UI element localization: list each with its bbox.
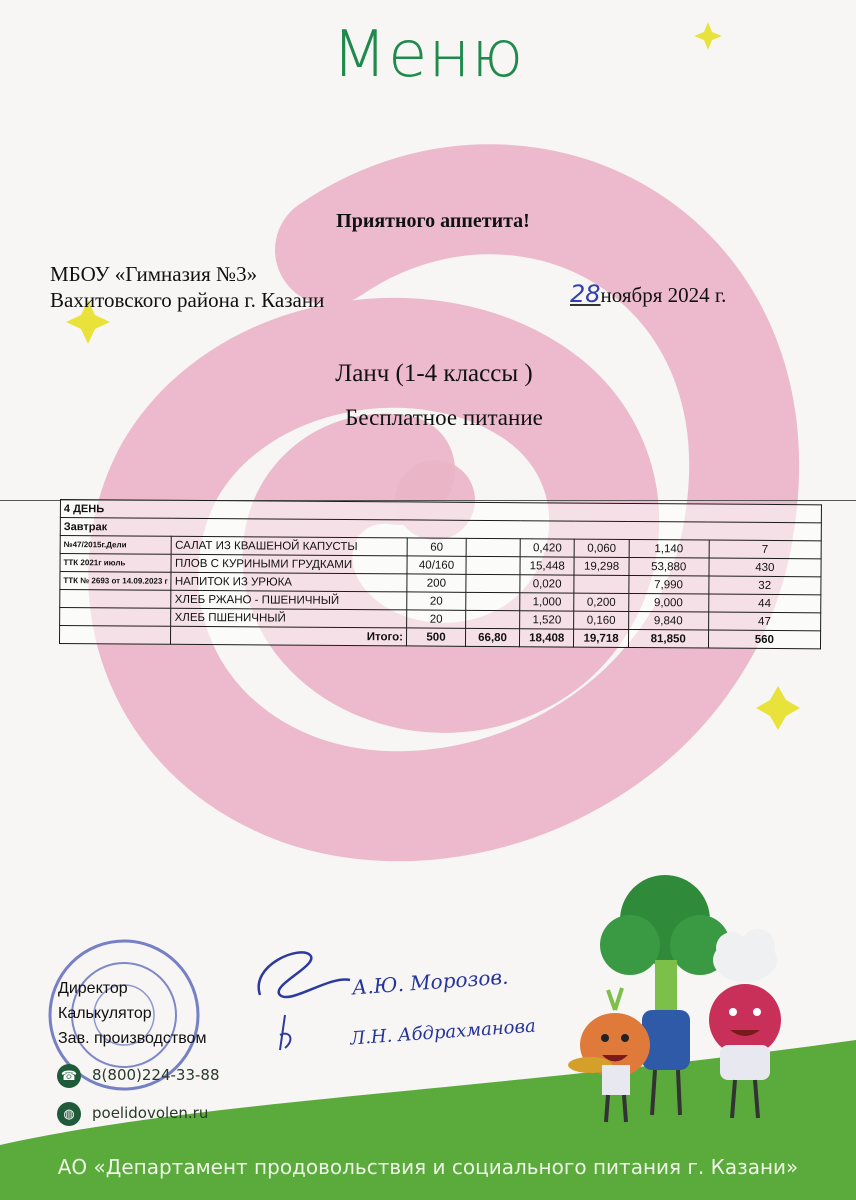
cell-kcal: 7 [709, 540, 821, 559]
cell-kcal: 32 [708, 576, 820, 595]
total-price: 66,80 [466, 628, 520, 646]
total-label: Итого: [171, 626, 407, 646]
website-link: poelidovolen.ru [92, 1104, 209, 1122]
cell-name: ПЛОВ С КУРИНЫМИ ГРУДКАМИ [171, 554, 407, 574]
date-month-year: ноября 2024 г. [600, 283, 727, 307]
role-calculator: Калькулятор [58, 1005, 152, 1022]
cell-code [60, 590, 172, 609]
total-kcal: 560 [708, 630, 820, 649]
cell-price [466, 556, 520, 574]
globe-icon: ◍ [57, 1102, 81, 1126]
cell-portion: 200 [407, 574, 466, 592]
total-v1: 18,408 [520, 629, 574, 647]
cell-code [60, 608, 172, 627]
cell-kcal: 47 [708, 612, 820, 631]
total-v2: 19,718 [574, 629, 628, 647]
director-signature: А.Ю. Морозов. [351, 964, 510, 1000]
cell-portion: 20 [407, 592, 466, 610]
cell-kcal: 44 [708, 594, 820, 613]
cell-price [466, 538, 520, 556]
cell-portion: 60 [407, 538, 466, 556]
page-title: Меню [331, 18, 525, 92]
menu-table [59, 499, 822, 649]
cell-name: ХЛЕБ ПШЕНИЧНЫЙ [171, 608, 407, 628]
free-meal-subtitle: Бесплатное питание [345, 405, 543, 430]
day-label: 4 ДЕНЬ [60, 500, 821, 523]
school-district: Вахитовского района г. Казани [50, 288, 325, 312]
cell-name: НАПИТОК ИЗ УРЮКА [171, 572, 407, 592]
total-portion: 500 [406, 628, 465, 646]
total-v3: 81,850 [628, 629, 708, 648]
cell-code: ТТК 2021г июль [60, 554, 172, 573]
school-name: МБОУ «Гимназия №3» [50, 262, 258, 286]
cell-name: САЛАТ ИЗ КВАШЕНОЙ КАПУСТЫ [172, 536, 408, 556]
production-signature-scribble [270, 1010, 300, 1055]
cell-portion: 20 [407, 610, 466, 628]
cell-price [466, 574, 520, 592]
production-signature: Л.Н. Абдрахманова [349, 1015, 537, 1050]
cell-v2: 19,298 [574, 557, 628, 575]
role-director: Директор [58, 980, 128, 997]
lunch-title: Ланч (1-4 классы ) [335, 360, 533, 387]
cell-v2: 0,060 [574, 539, 628, 557]
total-blank [59, 626, 171, 645]
cell-v1: 15,448 [520, 557, 574, 575]
cell-v3: 53,880 [629, 557, 709, 576]
cell-v1: 1,520 [520, 611, 574, 629]
meal-label: Завтрак [60, 518, 821, 541]
cell-v1: 0,420 [520, 539, 574, 557]
phone-icon: ☎ [57, 1064, 81, 1088]
cell-price [466, 592, 520, 610]
dish-rows [60, 536, 822, 631]
greeting-text: Приятного аппетита! [336, 210, 530, 232]
cell-name: ХЛЕБ РЖАНО - ПШЕНИЧНЫЙ [171, 590, 407, 610]
cell-v2: 0,200 [574, 593, 628, 611]
cell-v3: 1,140 [629, 539, 709, 558]
cell-v2 [574, 575, 628, 593]
cell-v1: 1,000 [520, 593, 574, 611]
date-line [570, 280, 726, 308]
cell-portion: 40/160 [407, 556, 466, 574]
cell-price [466, 610, 520, 628]
role-production: Зав. производством [58, 1030, 207, 1047]
cell-code: ТТК № 2693 от 14.09.2023 г [60, 572, 172, 591]
date-day-handwritten: 28 [570, 280, 601, 308]
cell-kcal: 430 [709, 558, 821, 577]
cell-v3: 9,840 [628, 611, 708, 630]
vegetable-mascots-illustration [560, 860, 820, 1130]
phone-number: 8(800)224-33-88 [92, 1066, 220, 1084]
footer-organization: АО «Департамент продовольствия и социального питания г. Казани» [57, 1155, 799, 1179]
cell-v3: 9,000 [628, 593, 708, 612]
cell-v2: 0,160 [574, 611, 628, 629]
cell-v1: 0,020 [520, 575, 574, 593]
cell-code: №47/2015г.Дели [60, 536, 172, 555]
cell-v3: 7,990 [629, 575, 709, 594]
director-signature-scribble [240, 935, 360, 1015]
